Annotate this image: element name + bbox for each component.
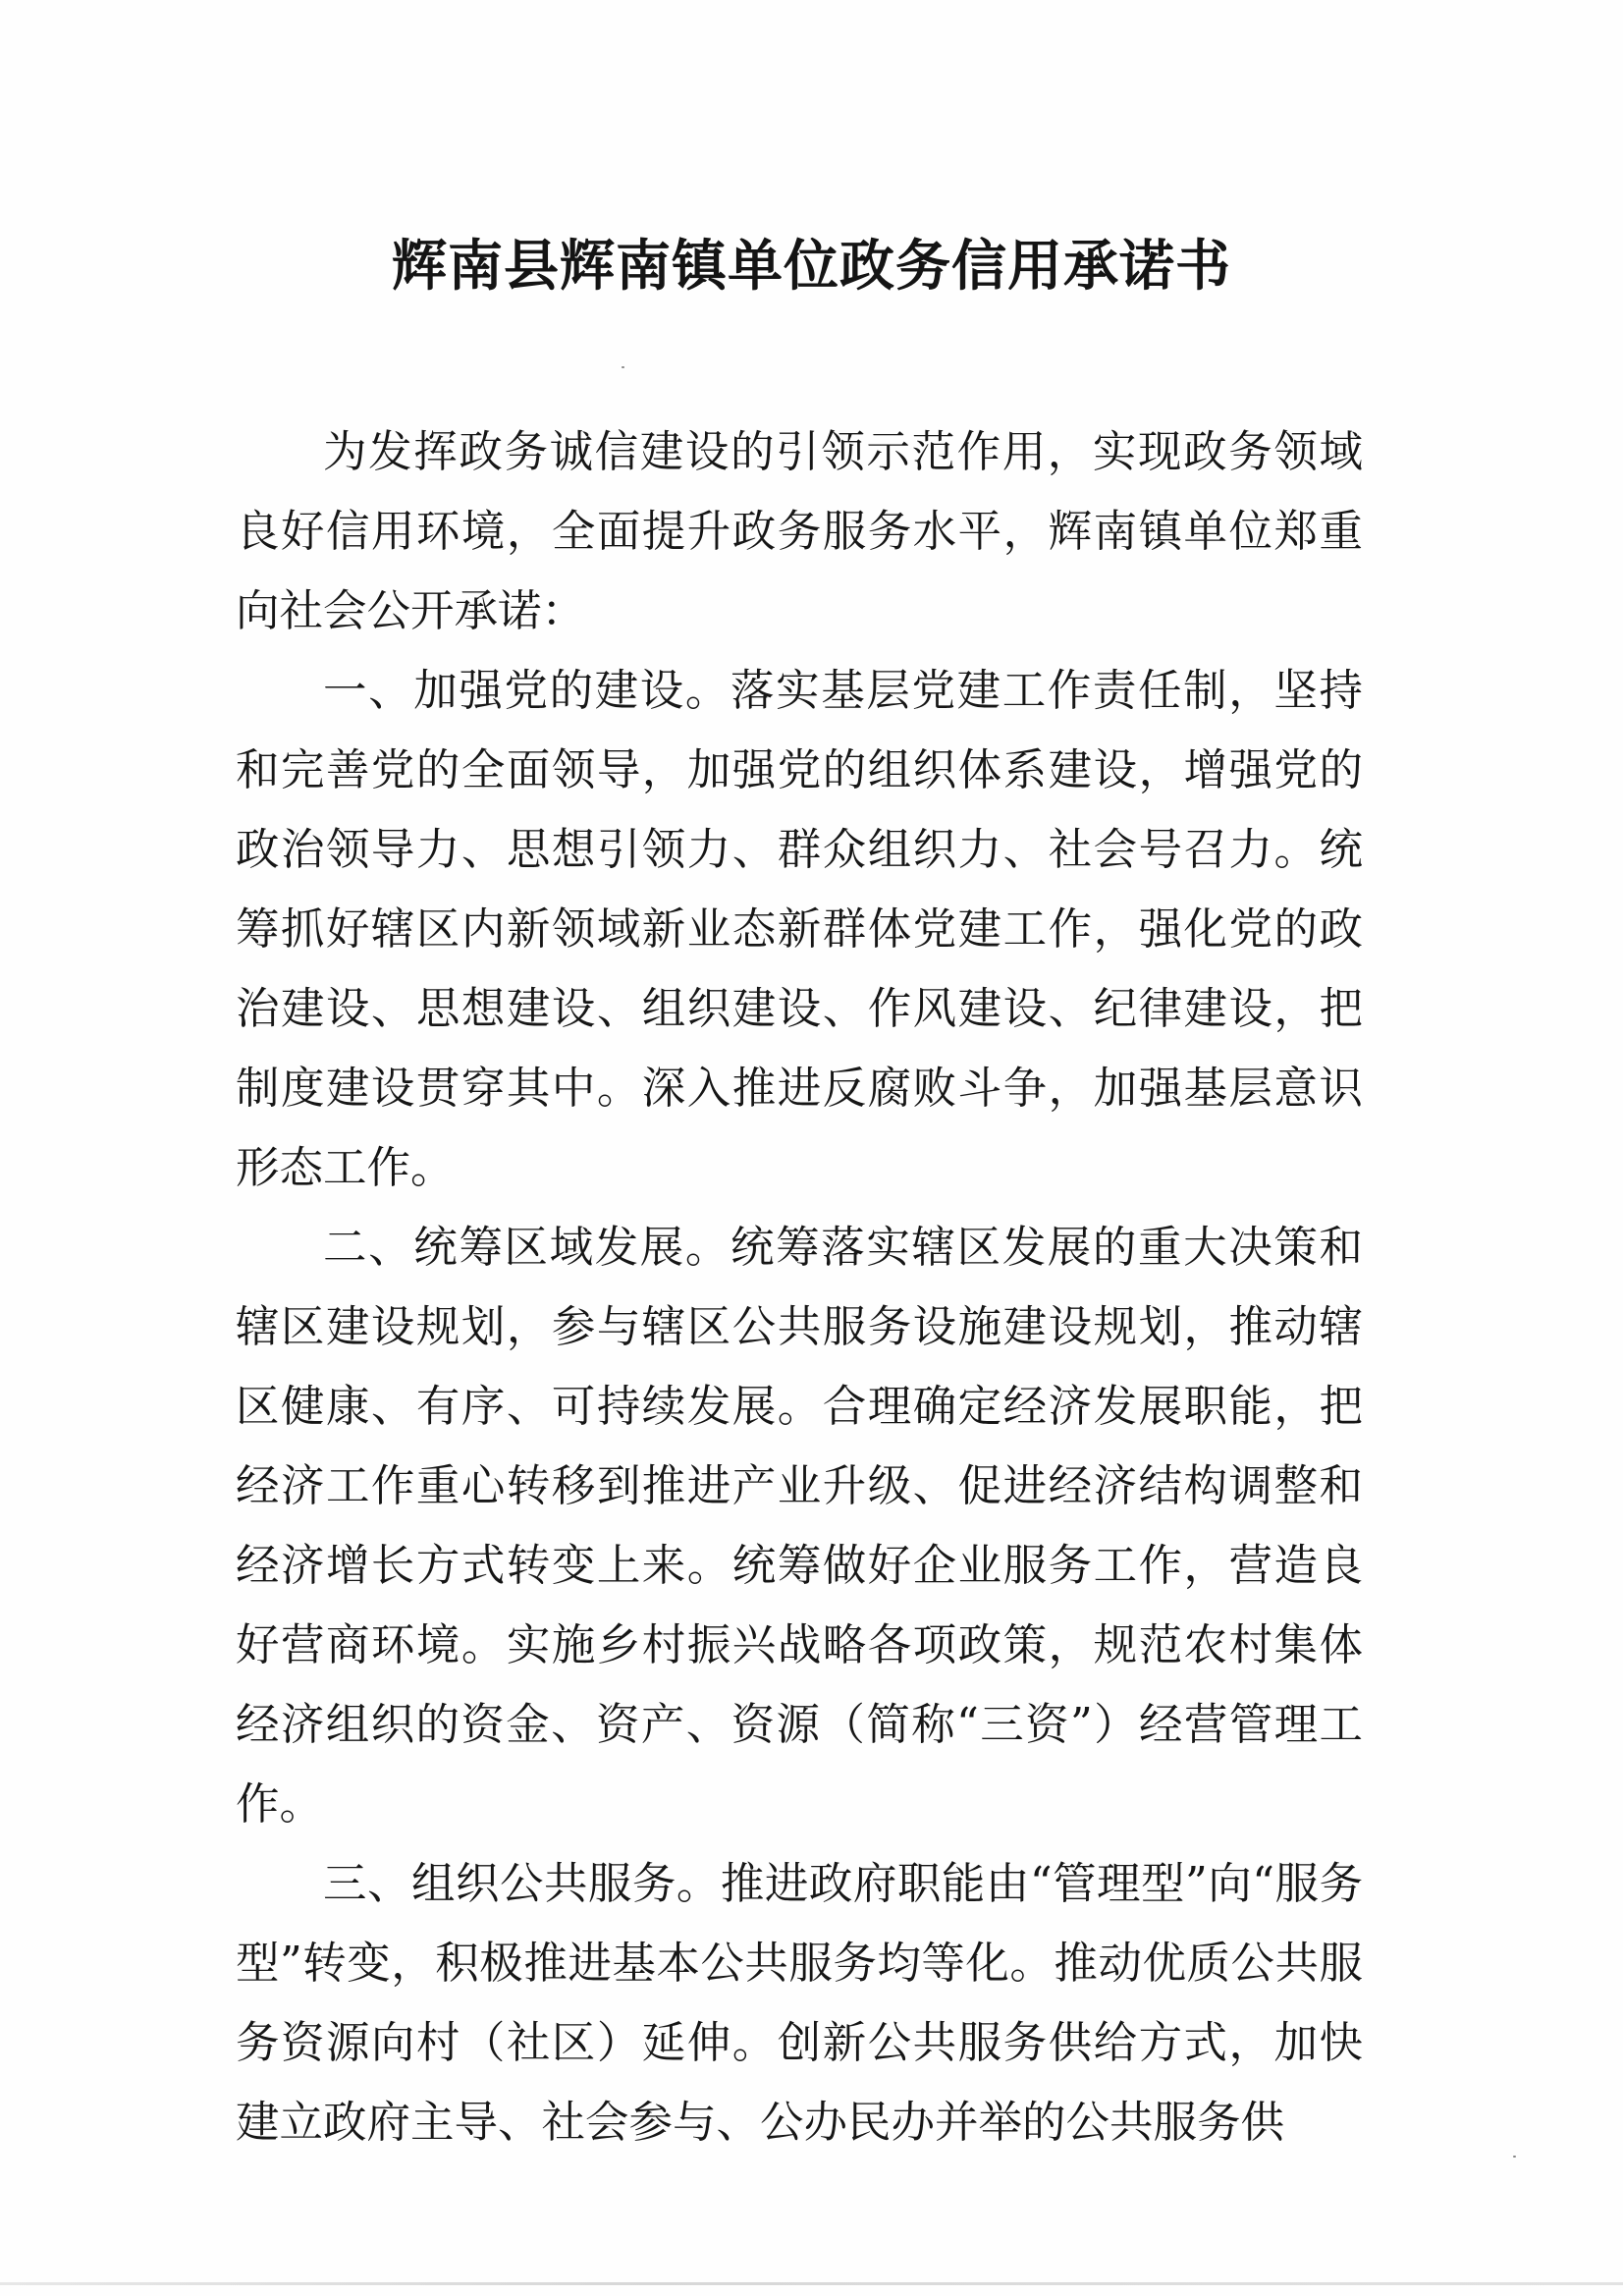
scan-speck [1513, 2156, 1516, 2158]
section-3-paragraph: 三、组织公共服务。推进政府职能由“管理型”向“服务型”转变，积极推进基本公共服务均等化。推动优质公共服务资源向村（社区）延伸。创新公共服务供给方式，加快建立政府主导、社会参与、公办民办并举的公共服务供 [236, 1859, 1363, 2148]
section-2-paragraph: 二、统筹区域发展。统筹落实辖区发展的重大决策和辖区建设规划，参与辖区公共服务设施建设规划，推动辖区健康、有序、可持续发展。合理确定经济发展职能，把经济工作重心转移到推进产业升级、促进经济结构调整和经济增长方式转变上来。统筹做好企业服务工作，营造良好营商环境。实施乡村振兴战略各项政策，规范农村集体经济组织的资金、资产、资源（简称“三资”）经营管理工作。 [236, 1223, 1363, 1830]
document-body [236, 412, 1363, 2162]
intro-paragraph: 为发挥政务诚信建设的引领示范作用，实现政务领域良好信用环境，全面提升政务服务水平，辉南镇单位郑重向社会公开承诺： [236, 427, 1363, 636]
scan-bottom-edge [0, 2282, 1623, 2285]
scan-speck [622, 366, 624, 368]
section-1-paragraph: 一、加强党的建设。落实基层党建工作责任制，坚持和完善党的全面领导，加强党的组织体系建设，增强党的政治领导力、思想引领力、群众组织力、社会号召力。统筹抓好辖区内新领域新业态新群体党建工作，强化党的政治建设、思想建设、组织建设、作风建设、纪律建设，把制度建设贯穿其中。深入推进反腐败斗争，加强基层意识形态工作。 [236, 666, 1363, 1193]
document-title: 辉南县辉南镇单位政务信用承诺书 [392, 235, 1231, 299]
